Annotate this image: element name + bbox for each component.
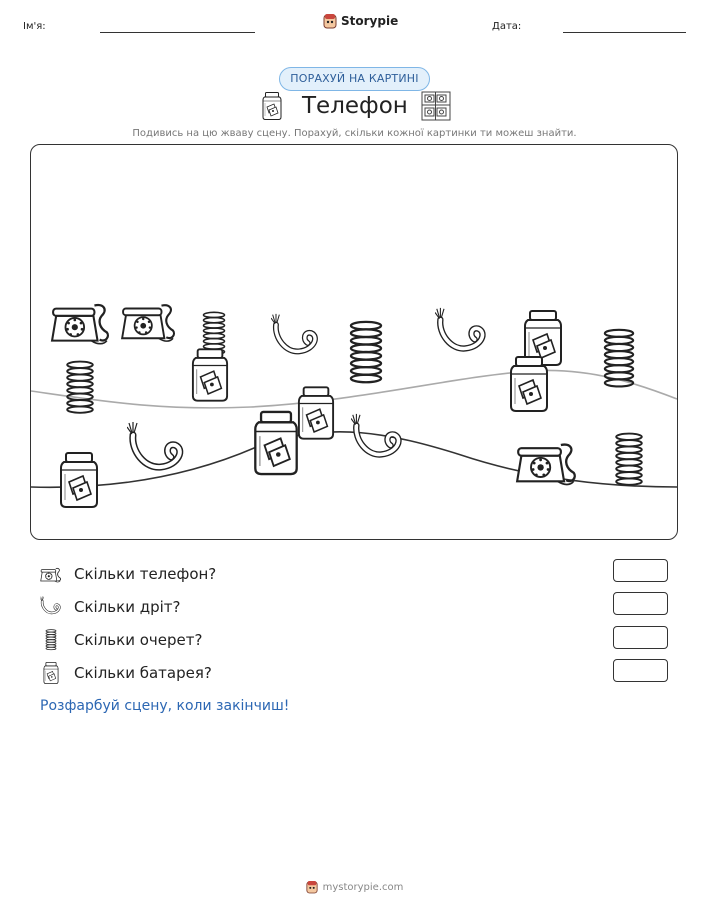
date-line[interactable] xyxy=(563,32,686,33)
date-label: Дата: xyxy=(492,21,522,32)
scene-telephone[interactable] xyxy=(517,445,575,485)
wire-icon xyxy=(40,596,62,618)
scene-spring[interactable] xyxy=(67,362,93,413)
brand-logo xyxy=(323,13,398,29)
footer-site: mystorypie.com xyxy=(322,881,404,893)
answer-box-wire[interactable] xyxy=(613,592,668,615)
scene-wire[interactable] xyxy=(271,314,315,352)
name-line[interactable] xyxy=(100,32,255,33)
scene-jar[interactable] xyxy=(299,387,333,438)
scene-jar[interactable] xyxy=(255,412,296,474)
question-row-spring xyxy=(40,628,202,652)
jar-icon xyxy=(262,92,282,120)
name-label: Ім'я: xyxy=(23,21,46,32)
jar-icon xyxy=(40,662,62,684)
question-text: Скільки телефон? xyxy=(74,565,217,583)
scene-spring[interactable] xyxy=(351,322,381,382)
scene-jar[interactable] xyxy=(193,349,227,400)
question-row-wire xyxy=(40,595,180,619)
page-title: Телефон xyxy=(302,93,408,119)
category-badge: ПОРАХУЙ НА КАРТИНІ xyxy=(279,67,430,91)
telephone-pattern-icon xyxy=(421,91,451,121)
storypie-mascot-icon xyxy=(306,880,318,894)
scene-wire[interactable] xyxy=(127,422,180,467)
answer-box-telephone[interactable] xyxy=(613,559,668,582)
scene-wire[interactable] xyxy=(435,308,483,349)
telephone-icon xyxy=(40,564,62,584)
question-text: Скільки батарея? xyxy=(74,664,212,682)
scene-spring[interactable] xyxy=(616,434,642,485)
scene-telephone[interactable] xyxy=(52,305,108,344)
spring-icon xyxy=(40,629,62,651)
question-row-telephone xyxy=(40,562,216,586)
question-text: Скільки дріт? xyxy=(74,598,181,616)
answer-box-jar[interactable] xyxy=(613,659,668,682)
question-text: Скільки очерет? xyxy=(74,631,203,649)
scene-telephone[interactable] xyxy=(122,305,174,341)
brand-name: Storypie xyxy=(341,14,399,28)
coloring-instruction: Розфарбуй сцену, коли закінчиш! xyxy=(40,698,290,714)
storypie-mascot-icon xyxy=(323,13,337,29)
scene-illustration xyxy=(31,145,677,539)
scene-jar[interactable] xyxy=(511,357,547,411)
scene-spring[interactable] xyxy=(203,312,224,354)
answer-box-spring[interactable] xyxy=(613,626,668,649)
question-row-jar xyxy=(40,661,212,685)
scene-spring[interactable] xyxy=(605,330,633,387)
instructions-subtitle: Подивись на цю жваву сцену. Порахуй, скільки кожної картинки ти можеш знайти. xyxy=(132,128,577,139)
scene-jar[interactable] xyxy=(61,453,97,507)
scene-frame xyxy=(30,144,678,540)
footer xyxy=(0,880,709,894)
